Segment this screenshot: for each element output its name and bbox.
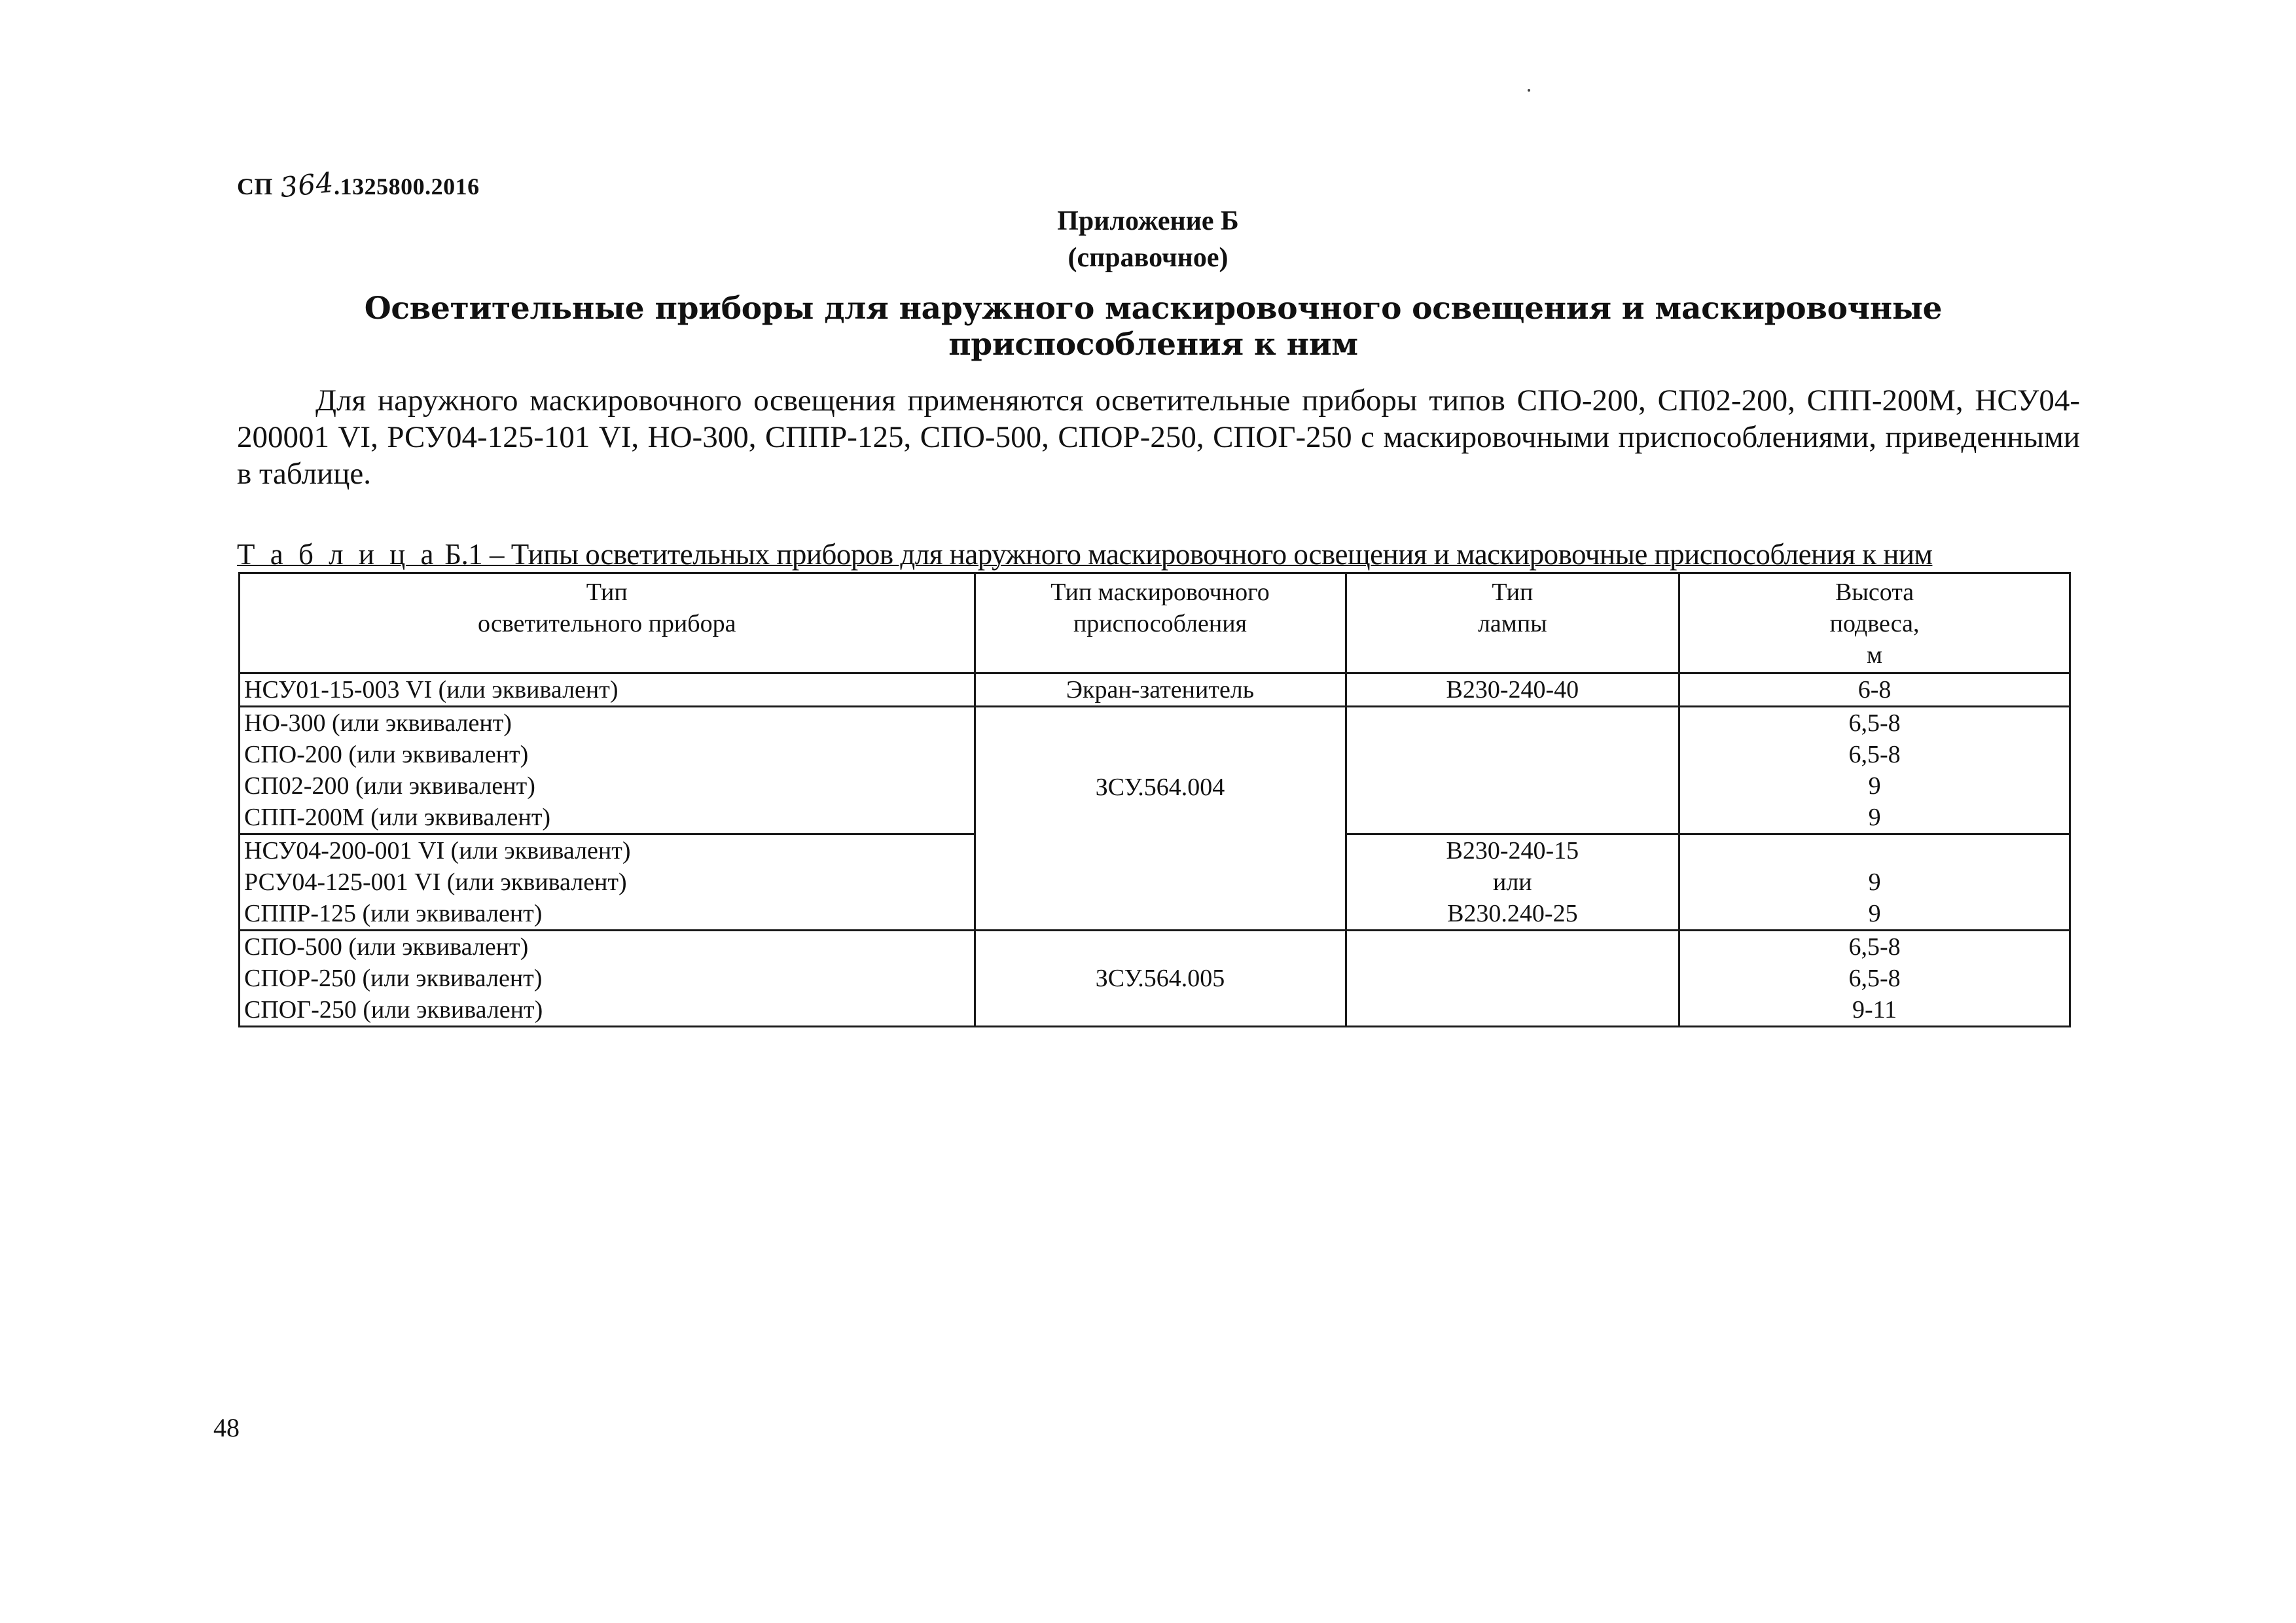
height-cell (1679, 707, 2070, 834)
lamp-name: В230.240-25 (1447, 900, 1578, 927)
scan-speck (1528, 89, 1530, 92)
fixture-name: НСУ01-15-003 VI (или эквивалент) (244, 676, 619, 704)
fixture-name: НО-300 (или эквивалент) (244, 709, 512, 737)
height-cell (1679, 931, 2070, 1027)
table-header-row (240, 573, 2070, 673)
header-line: приспособления (1073, 610, 1247, 637)
fixture-name: СПОР-250 (или эквивалент) (244, 965, 543, 992)
annex-heading (0, 203, 2296, 276)
lamp-cell (1346, 707, 1679, 834)
fixture-name: СПОГ-250 (или эквивалент) (244, 996, 543, 1024)
annex-subtitle: (справочное) (1067, 243, 1229, 273)
header-masking-device-type (975, 573, 1346, 673)
intro-paragraph: Для наружного маскировочного освещения применяются осветительные приборы типов СПО-200, СП02-200, СПП-200М, НСУ04-200001 VI, РСУ04-125-101 VI, НО-300, СППР-125, СПО-500, СПОР-250, СПОГ-250 с маскировочными приспособлениями, приведенными в таблице. (237, 383, 2080, 491)
lamp-name: В230-240-15 (1446, 837, 1579, 865)
header-line: Тип (586, 579, 628, 606)
table-row (240, 673, 2070, 707)
device-cell (975, 707, 1346, 931)
fixture-cell (240, 931, 975, 1027)
fixture-name: СПО-500 (или эквивалент) (244, 933, 529, 961)
height-value: 6,5-8 (1848, 709, 1901, 737)
device-name: ЗСУ.564.004 (1095, 773, 1225, 801)
header-mounting-height (1679, 573, 2070, 673)
fixture-name: НСУ04-200-001 VI (или эквивалент) (244, 837, 631, 865)
device-cell (975, 673, 1346, 707)
table-row (240, 707, 2070, 834)
header-line: м (1867, 641, 1883, 669)
lamp-name: В230-240-40 (1446, 676, 1579, 704)
annex-main-title: Осветительные приборы для наружного маскировочного освещения и маскировочные приспособления к ним (364, 291, 1943, 363)
fixture-cell (240, 707, 975, 834)
lamp-cell (1346, 673, 1679, 707)
fixture-name: СПП-200М (или эквивалент) (244, 804, 551, 831)
document-code-suffix: .1325800.2016 (334, 173, 480, 200)
height-value: 9 (1868, 900, 1881, 927)
table-caption-prefix: Т а б л и ц а (237, 538, 438, 571)
fixture-name: СПО-200 (или эквивалент) (244, 741, 529, 768)
header-line: Тип (1492, 579, 1534, 606)
document-code-handwritten-number: 364 (278, 166, 335, 204)
lamp-cell (1346, 834, 1679, 931)
annex-title: Приложение Б (1057, 206, 1239, 236)
header-line: подвеса, (1829, 610, 1920, 637)
fixture-cell (240, 834, 975, 931)
fixture-name: СП02-200 (или эквивалент) (244, 772, 535, 800)
height-value: 9 (1868, 804, 1881, 831)
height-value: 6,5-8 (1848, 933, 1901, 961)
header-fixture-type (240, 573, 975, 673)
fixture-name: РСУ04-125-001 VI (или эквивалент) (244, 868, 627, 896)
fixture-name: СППР-125 (или эквивалент) (244, 900, 543, 927)
table-row (240, 931, 2070, 1027)
header-line: Высота (1835, 579, 1914, 606)
lamp-cell (1346, 931, 1679, 1027)
height-value: 6-8 (1857, 676, 1892, 704)
document-code (237, 166, 480, 204)
lamp-name: или (1493, 868, 1532, 896)
height-value: 9 (1868, 868, 1881, 896)
header-line: осветительного прибора (478, 610, 736, 637)
height-value: 9 (1868, 772, 1881, 800)
height-value: 9-11 (1852, 996, 1897, 1024)
page-number: 48 (213, 1413, 240, 1442)
height-blank (1684, 835, 2065, 866)
height-value: 6,5-8 (1848, 965, 1901, 992)
document-code-prefix: СП (237, 173, 279, 200)
fixtures-table (238, 572, 2071, 1027)
header-line: лампы (1477, 610, 1547, 637)
fixture-cell (240, 673, 975, 707)
header-line: Тип маскировочного (1050, 579, 1270, 606)
header-lamp-type (1346, 573, 1679, 673)
height-cell (1679, 673, 2070, 707)
table-caption-text: Б.1 – Типы осветительных приборов для наружного маскировочного освещения и маскировочные приспособления к ним (437, 538, 1933, 571)
device-name: ЗСУ.564.005 (1095, 965, 1225, 992)
height-value: 6,5-8 (1848, 741, 1901, 768)
height-cell (1679, 834, 2070, 931)
table-caption (237, 538, 1932, 571)
device-name: Экран-затенитель (1066, 676, 1255, 704)
device-cell (975, 931, 1346, 1027)
